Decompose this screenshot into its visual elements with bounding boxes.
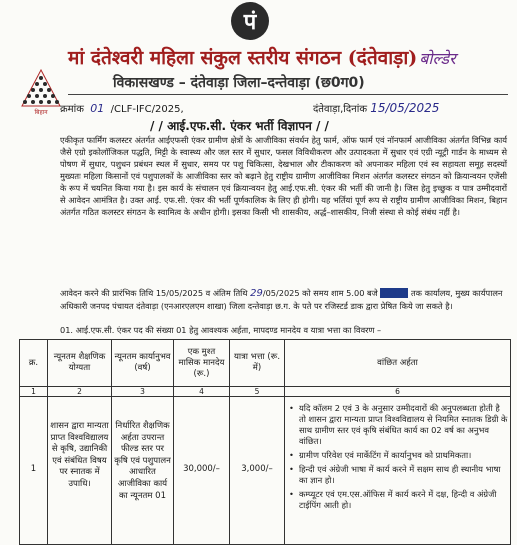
qualification-cell: शासन द्वारा मान्यता प्राप्त विश्वविद्यालय से कृषि, उद्यानिकी एवं संबंधित विषय पर स्नातक में उपाधि। — [48, 397, 112, 545]
table-row — [20, 397, 511, 545]
org-logo-icon: पं — [231, 2, 269, 40]
column-number: 1 — [20, 387, 48, 397]
list-item: • यदि कॉलम 2 एवं 3 के अनुसार उम्मीदवारों की अनुपलब्धता होती है तो शासन द्वारा मान्यता प्राप्त विश्वविद्यालय से नियमित स्नातक डिग्री के साथ ग्रामीण स्तर एवं कृषि संबंधित कार्य का 02 वर्ष का अनुभव वांछित। — [299, 403, 508, 447]
table-header-cell: न्यूनतम शैक्षणिक योग्यता — [48, 340, 112, 387]
notice-paragraph-table-intro: 01. आई.एफ.सी. एंकर पद की संख्या 01 हेतु आवश्यक अर्हता, मापदण्ड मानदेय व यात्रा भत्ता का विवरण – — [60, 325, 382, 335]
desired-qualification-cell — [285, 397, 511, 545]
table-header-cell: क्र. — [20, 340, 48, 387]
column-number: 4 — [174, 387, 230, 397]
ink-strike: XXXXX — [380, 288, 409, 298]
list-item: • हिन्दी एवं अंग्रेजी भाषा में कार्य करने में सक्षम साथ ही स्थानीय भाषा का ज्ञान हो। — [299, 464, 508, 486]
experience-cell: निर्धारित शैक्षणिक अर्हता उपरान्त फील्ड स्तर पर कृषि एवं पशुपालन आधारित आजीविका कार्य का न्यूनतम 01 — [112, 397, 174, 545]
column-number: 5 — [230, 387, 285, 397]
table-header-cell: वांछित अर्हता — [285, 340, 511, 387]
block-district-title: विकासखण्ड – दंतेवाड़ा जिला–दन्तेवाड़ा (छ0ग0) — [113, 75, 365, 91]
list-item: • कम्प्यूटर एवं एम.एस.ऑफिस में कार्य करने में दक्ष, हिन्दी व अंग्रेजी टाईपिंग आती हो। — [299, 489, 508, 511]
table-header-cell: यात्रा भत्ता (रू. में) — [230, 340, 285, 387]
notice-paragraph-intro: एकीकृत फार्मिंग कलस्टर अंतर्गत आईएफसी एंकर ग्रामीण क्षेत्रों के आजीविका संवर्धन हेतु फार्म, ऑफ फार्म एवं नॉनफार्म आजीविका अंतर्गत विभिन्न कार्य जैसे एग्रो इकोलॉजिकल पद्धति, मिट्टी के स्वास्थ्य और जल स्तर में सुधार, फसल विविधीकरण और उत्पादकता में सुधार एवं एग्री न्यूट्री गार्डन के माध्यम से पोषण में सुधार, पशुधन प्रबंधन स्थल में सुधार, समय पर पशु चिकित्सा, देखभाल और टीकाकरण को अपनाकर महिला एवं स्व सहायता समूह सदस्यों मुख्यतः महिला किसानों एवं पशुपालकों के आजीविका स्तर को बढ़ाने हेतु राष्ट्रीय ग्रामीण आजीविका मिशन अंतर्गत कलस्टर संगठन को क्रियान्वयन एजेंसी के रूप में चयनित किया गया है। इस कार्य के संचालन एवं क्रियान्वयन हेतु आई.एफ.सी. एंकर की भर्ती की जानी है। जिस हेतु इच्छुक व पात्र उम्मीदवारों से आवेदन आमंत्रित है। उक्त आई. एफ.सी. एंकर की भर्ती पूर्णकालिक के लिए ही होगी। यह भर्तियां पूर्ण रूप से राष्ट्रीय ग्रामीण आजीविका मिशन, बिहान अंतर्गत गठित कलस्टर संगठन के स्वामित्व के अधीन होगी। इसका किसी भी शासकीय, अर्द्ध–शासकीय, निजी संस्था से कोई संबंध नहीं है। — [60, 135, 507, 218]
bihan-logo-icon — [16, 68, 66, 112]
table-header-cell: न्यूनतम कार्यानुभव (वर्ष) — [112, 340, 174, 387]
column-number: 6 — [285, 387, 511, 397]
org-title: मां दंतेश्वरी महिला संकुल स्तरीय संगठन (दंतेवाड़ा) बोल्डेर — [68, 47, 456, 69]
notice-title: / / आई.एफ.सी. एंकर भर्ती विज्ञापन / / — [150, 119, 329, 133]
column-number: 2 — [48, 387, 112, 397]
requirements-table — [19, 339, 511, 545]
honorarium-cell: 30,000/– — [174, 397, 230, 545]
travel-allowance-cell: 3,000/– — [230, 397, 285, 545]
serial-number: 1 — [20, 397, 48, 545]
notice-date: दंतेवाड़ा,दिनांक 15/05/2025 — [313, 101, 440, 115]
table-column-number-row — [20, 387, 511, 397]
logo-caption: बिहान — [34, 109, 48, 116]
handwritten-note: बोल्डेर — [419, 49, 456, 68]
notice-paragraph-dates: आवेदन करने की प्रारंभिक तिथि 15/05/2025 व अंतिम तिथि 29/05/2025 को समय शाम 5.00 बजे XXXXX तक कार्यालय, मुख्य कार्यपालन अधिकारी जनपद पंचायत दंतेवाड़ा (एनआरएलएम शाखा) जिला दन्तेवाड़ा छ.ग. के पते पर रजिस्टर्ड डाक द्वारा प्रेषित किये जा सकते है। — [60, 288, 503, 312]
table-header-row — [20, 340, 511, 387]
header-divider — [68, 94, 508, 95]
column-number: 3 — [112, 387, 174, 397]
reference-number: क्रमांक 01 /CLF-IFC/2025, — [60, 102, 184, 115]
list-item: • ग्रामीण परिवेश एवं मार्केटिंग में कार्यानुभव को प्राथमिकता। — [299, 450, 508, 461]
table-header-cell: एक मुश्त मासिक मानदेय (रू.) — [174, 340, 230, 387]
